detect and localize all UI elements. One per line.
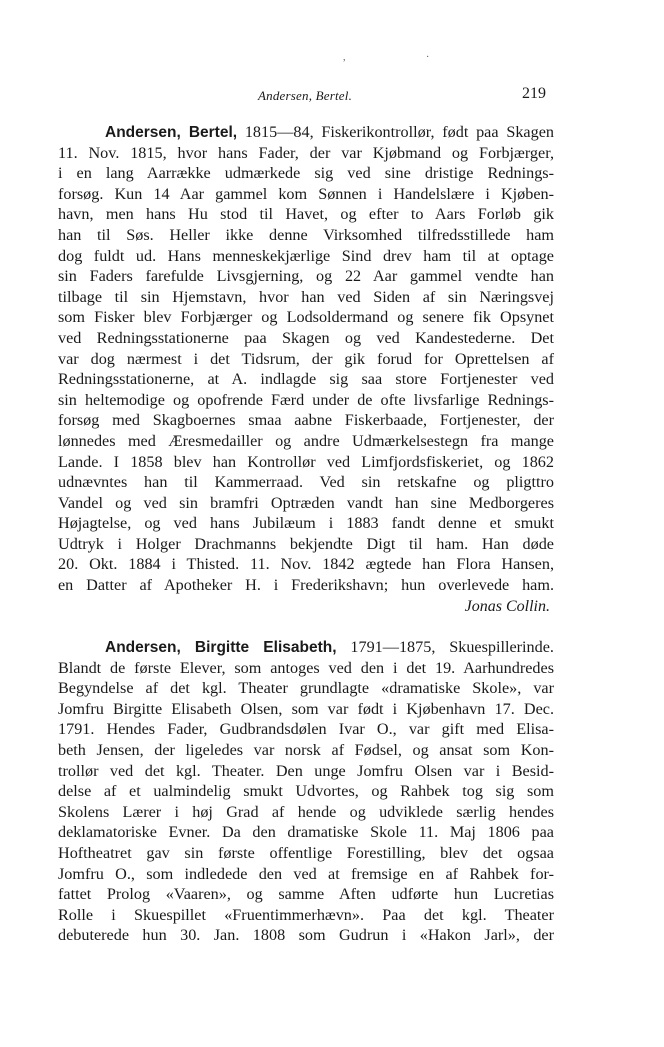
- entry-line: en Datter af Apotheker H. i Frederikshavn; hun overlevede ham.: [58, 576, 554, 595]
- entry-line: Jomfru O., som indledede den ved at fremsige en af Rahbek for-: [58, 864, 554, 883]
- entry-line: Blandt de første Elever, som antoges ved den i det 19. Aarhundredes: [58, 658, 554, 677]
- entry-line: forsøg med Skagboernes smaa aabne Fiskerbaade, Fortjenester, der: [58, 411, 554, 430]
- entry-line: 1791. Hendes Fader, Gudbrandsdølen Ivar O., var gift med Elisa-: [58, 720, 554, 739]
- entry-headword: Andersen, Birgitte Elisabeth,: [105, 639, 337, 656]
- entry-line: lønnedes med Æresmedailler og andre Udmærkelsestegn fra mange: [58, 431, 554, 450]
- entry-line: tilbage til sin Hjemstavn, hvor han ved Siden af sin Næringsvej: [58, 287, 554, 306]
- entry-line: sin heltemodige og opofrende Færd under de ofte livsfarlige Rednings-: [58, 390, 554, 409]
- entry-andersen-birgitte-elisabeth: [58, 637, 554, 946]
- entry-line: sin Faders farefulde Livsgjerning, og 22 Aar gammel vendte han: [58, 267, 554, 286]
- entry-line: var dog nærmest i det Tidsrum, der gik forud for Oprettelsen af: [58, 349, 554, 368]
- entry-line: Rolle i Skuespillet «Fruentimmerhævn». Paa det kgl. Theater: [58, 905, 554, 924]
- entry-line: Begyndelse af det kgl. Theater grundlagte «dramatiske Skole», var: [58, 679, 554, 698]
- entry-line: Hoftheatret gav sin første offentlige Forestilling, blev det ogsaa: [58, 843, 554, 862]
- entry-line: deklamatoriske Evner. Da den dramatiske Skole 11. Maj 1806 paa: [58, 823, 554, 842]
- entry-line: han til Søs. Heller ikke denne Virksomhed tilfredsstillede ham: [58, 225, 554, 244]
- entry-line: i en lang Aarrække udmærkede sig ved sine dristige Rednings-: [58, 164, 554, 183]
- running-head: Andersen, Bertel.: [258, 88, 353, 103]
- author-signature: Jonas Collin.: [464, 597, 550, 615]
- entry-andersen-bertel: [58, 122, 554, 618]
- entry-line: Jomfru Birgitte Elisabeth Olsen, som var født i Kjøbenhavn 17. Dec.: [58, 699, 554, 718]
- entry-line: delse af et ualmindelig smukt Udvortes, og Rahbek tog sig som: [58, 782, 554, 801]
- entry-line: Vandel og ved sin bramfri Optræden vandt han sine Medborgeres: [58, 493, 554, 512]
- entry-line: Udtryk i Holger Drachmanns bekjendte Digt til ham. Han døde: [58, 534, 554, 553]
- entry-line: 11. Nov. 1815, hvor hans Fader, der var Kjøbmand og Forbjærger,: [58, 143, 554, 162]
- page-number: 219: [522, 85, 546, 102]
- entry-line: debuterede hun 30. Jan. 1808 som Gudrun i «Hakon Jarl», der: [58, 926, 554, 945]
- entry-line: forsøg. Kun 14 Aar gammel kom Sønnen i Handelslære i Kjøben-: [58, 184, 554, 203]
- entry-line: Andersen, Birgitte Elisabeth, 1791—1875, Skuespillerinde.: [105, 638, 554, 656]
- entry-line: trollør ved det kgl. Theater. Den unge Jomfru Olsen var i Besid-: [58, 761, 554, 780]
- entry-line: dog fuldt ud. Hans menneskekjærlige Sind drev ham til at optage: [58, 246, 554, 265]
- entry-line: havn, men hans Hu stod til Havet, og efter to Aars Forløb gik: [58, 205, 554, 224]
- scan-speck: ,: [343, 52, 346, 63]
- entry-headword: Andersen, Bertel,: [105, 124, 238, 141]
- entry-line: Andersen, Bertel, 1815—84, Fiskerikontrollør, født paa Skagen: [105, 123, 554, 141]
- entry-line: fattet Prolog «Vaaren», og samme Aften udførte hun Lucretias: [58, 885, 554, 904]
- entry-line: 20. Okt. 1884 i Thisted. 11. Nov. 1842 ægtede han Flora Hansen,: [58, 555, 554, 574]
- entry-line: Redningsstationerne, at A. indlagde sig saa store Fortjenester ved: [58, 370, 554, 389]
- entry-line: Skolens Lærer i høj Grad af hende og udviklede særlig hendes: [58, 802, 554, 821]
- entry-line: ved Redningsstationerne paa Skagen og ved Kandestederne. Det: [58, 328, 554, 347]
- scan-speck: ·: [426, 52, 430, 63]
- entry-line: Højagtelse, og ved hans Jubilæum i 1883 fandt denne et smukt: [58, 514, 554, 533]
- entry-line: beth Jensen, der ligeledes var norsk af Fødsel, og ansat som Kon-: [58, 740, 554, 759]
- entry-line: Lande. I 1858 blev han Kontrollør ved Limfjordsfiskeriet, og 1862: [58, 452, 554, 471]
- entry-line: udnævntes han til Kammerraad. Ved sin retskafne og pligttro: [58, 473, 554, 492]
- entry-line: som Fisker blev Forbjærger og Lodsoldermand og senere fik Opsynet: [58, 308, 554, 327]
